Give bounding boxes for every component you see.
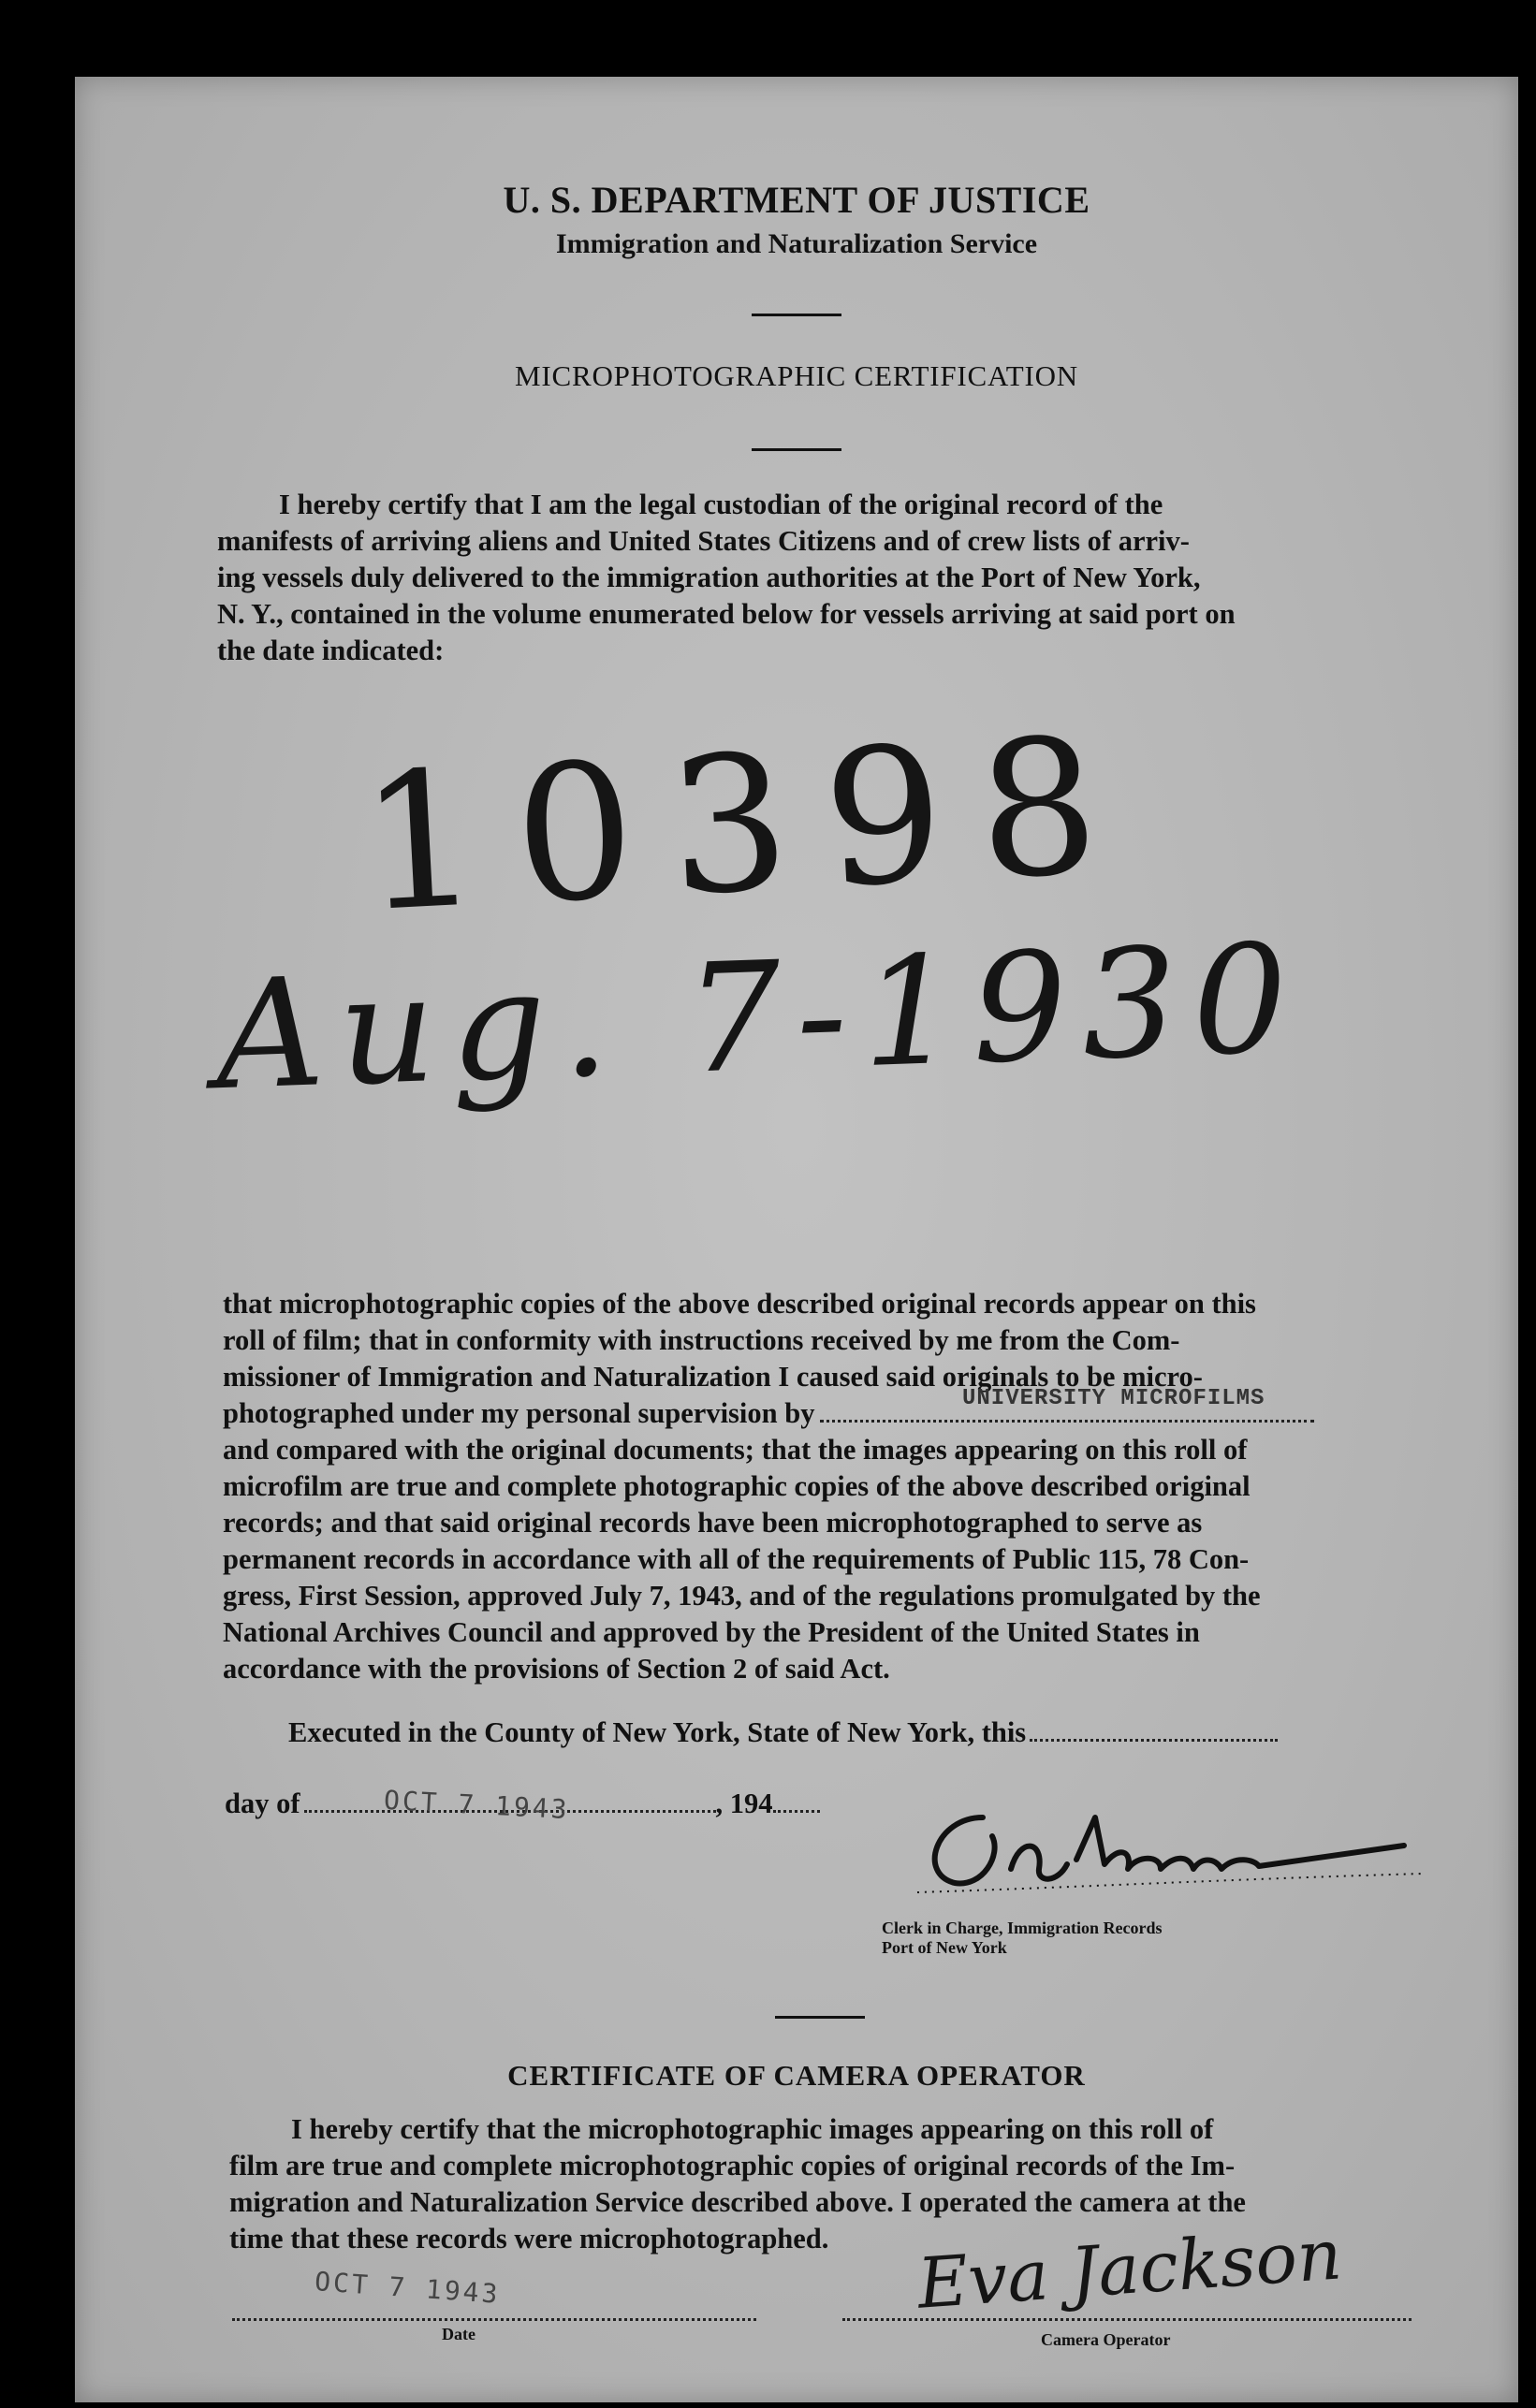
body-line: microfilm are true and complete photographic copies of the above described original	[223, 1470, 1251, 1502]
body-line-text: photographed under my personal supervision by	[223, 1397, 815, 1429]
date-fill-line	[232, 2318, 756, 2321]
operator-signature: Eva Jackson	[914, 2214, 1345, 2325]
divider	[775, 2016, 865, 2019]
clerk-caption-line: Port of New York	[882, 1938, 1007, 1957]
operator-caption: Camera Operator	[1041, 2330, 1171, 2349]
body-line	[223, 1386, 1412, 1432]
stamped-date: OCT 7 1943	[383, 1784, 571, 1826]
date-caption: Date	[442, 2325, 475, 2343]
clerk-caption	[882, 1919, 1162, 1958]
handwritten-arrival-date: Aug. 7-1930	[212, 910, 1306, 1124]
executed-fill-line	[1030, 1739, 1278, 1742]
body-line: missioner of Immigration and Naturalization I caused said originals to be micro-	[223, 1361, 1203, 1393]
body-line: permanent records in accordance with all of the requirements of Public 115, 78 Con-	[223, 1543, 1250, 1575]
service-subtitle: Immigration and Naturalization Service	[555, 228, 1038, 259]
intro-line: manifests of arriving aliens and United States Citizens and of crew lists of arriv-	[217, 525, 1190, 557]
intro-line: the date indicated:	[217, 635, 445, 666]
body-line: that microphotographic copies of the above described original records appear on this	[223, 1288, 1256, 1320]
camera-stamped-date: OCT 7 1943	[314, 2266, 502, 2310]
divider	[752, 448, 841, 451]
body-line: and compared with the original documents; that the images appearing on this roll of	[223, 1434, 1248, 1466]
certificate-page	[75, 77, 1518, 2402]
document-frame	[36, 36, 1499, 2372]
certification-heading: MICROPHOTOGRAPHIC CERTIFICATION	[515, 359, 1078, 392]
year-fill-line	[773, 1810, 820, 1813]
body-line: roll of film; that in conformity with instructions received by me from the Com-	[223, 1324, 1180, 1356]
body-line: National Archives Council and approved by the President of the United States in	[223, 1616, 1200, 1648]
intro-line: ing vessels duly delivered to the immigration authorities at the Port of New York,	[217, 562, 1201, 593]
year-suffix: , 194	[715, 1788, 773, 1819]
divider	[752, 314, 841, 316]
typed-company-name: UNIVERSITY MICROFILMS	[962, 1386, 1265, 1411]
day-of-label: day of	[225, 1788, 300, 1819]
camera-line: time that these records were microphotographed.	[229, 2223, 829, 2255]
camera-line: migration and Naturalization Service described above. I operated the camera at the	[229, 2186, 1246, 2218]
handwritten-volume-number: 10398	[355, 695, 1139, 955]
executed-line	[288, 1716, 1412, 1749]
executed-text: Executed in the County of New York, State of New York, this	[288, 1716, 1027, 1748]
clerk-caption-line: Clerk in Charge, Immigration Records	[882, 1919, 1163, 1937]
body-line: accordance with the provisions of Section 2 of said Act.	[223, 1653, 890, 1685]
intro-line: N. Y., contained in the volume enumerated below for vessels arriving at said port on	[217, 598, 1236, 630]
camera-line: film are true and complete microphotographic copies of original records of the Im-	[229, 2150, 1236, 2182]
camera-certificate-heading: CERTIFICATE OF CAMERA OPERATOR	[507, 2059, 1086, 2092]
body-line: gress, First Session, approved July 7, 1943, and of the regulations promulgated by the	[223, 1580, 1261, 1612]
department-title: U. S. DEPARTMENT OF JUSTICE	[503, 179, 1090, 221]
company-fill-line	[820, 1420, 1314, 1423]
body-paragraph	[223, 1286, 1412, 1687]
body-line: records; and that said original records have been microphotographed to serve as	[223, 1507, 1203, 1539]
intro-line: I hereby certify that I am the legal custodian of the original record of the	[279, 489, 1163, 520]
clerk-signature	[880, 1780, 1441, 1911]
camera-line: I hereby certify that the microphotographic images appearing on this roll of	[291, 2113, 1214, 2145]
intro-paragraph	[217, 487, 1409, 669]
